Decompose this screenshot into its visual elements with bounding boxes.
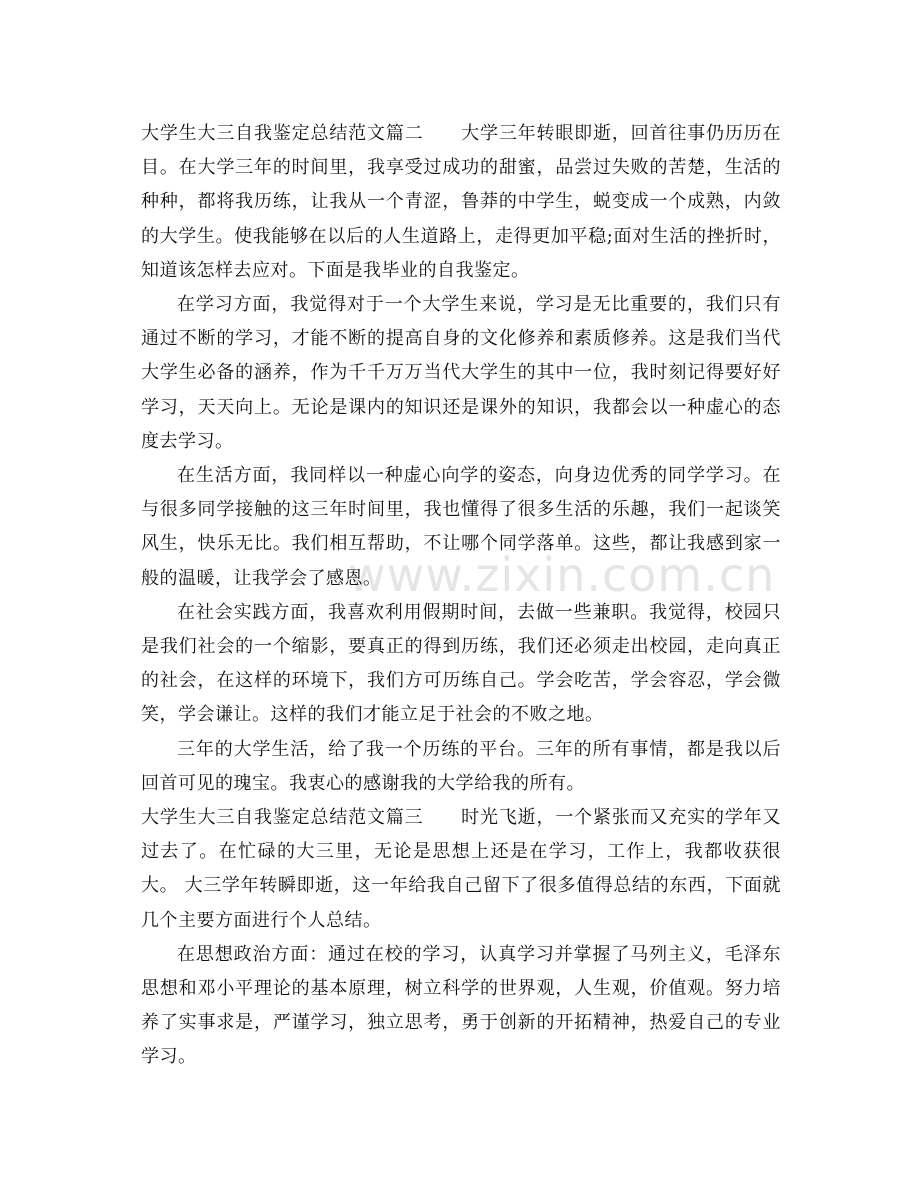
paragraph-ideology: 在思想政治方面：通过在校的学习，认真学习并掌握了马列主义，毛泽东思想和邓小平理论的基本原理，树立科学的世界观，人生观，价值观。努力培养了实事求是，严谨学习，独立思考，勇于创新的开拓精神，热爱自己的专业学习。 — [141, 943, 781, 1068]
paragraph-conclusion: 三年的大学生活，给了我一个历练的平台。三年的所有事情，都是我以后回首可见的瑰宝。我衷心的感谢我的大学给我的所有。 — [141, 738, 781, 794]
paragraph-intro-part3: 大学生大三自我鉴定总结范文篇三 时光飞逝，一个紧张而又充实的学年又过去了。在忙碌的大三里，无论是思想上还是在学习，工作上，我都收获很大。 大三学年转瞬即逝，这一年给我自己留下了很多值得总结的东西，下面就几个主要方面进行个人总结。 — [141, 807, 781, 931]
document-body — [141, 117, 781, 1075]
paragraph-study: 在学习方面，我觉得对于一个大学生来说，学习是无比重要的，我们只有通过不断的学习，才能不断的提高自身的文化修养和素质修养。这是我们当代大学生必备的涵养，作为千千万万当代大学生的其中一位，我时刻记得要好好学习，天天向上。无论是课内的知识还是课外的知识，我都会以一种虚心的态度去学习。 — [141, 294, 781, 452]
paragraph-life: 在生活方面，我同样以一种虚心向学的姿态，向身边优秀的同学学习。在与很多同学接触的这三年时间里，我也懂得了很多生活的乐趣，我们一起谈笑风生，快乐无比。我们相互帮助，不让哪个同学落单。这些，都让我感到家一般的温暖，让我学会了感恩。 — [141, 465, 781, 589]
watermark: www.zixin.com.cn — [348, 548, 776, 602]
paragraph-social-practice: 在社会实践方面，我喜欢利用假期时间，去做一些兼职。我觉得，校园只是我们社会的一个缩影，要真正的得到历练，我们还必须走出校园，走向真正的社会，在这样的环境下，我们方可历练自己。学会吃苦，学会容忍，学会微笑，学会谦让。这样的我们才能立足于社会的不败之地。 — [141, 601, 781, 726]
paragraph-intro-part2: 大学生大三自我鉴定总结范文篇二 大学三年转眼即逝，回首往事仍历历在目。在大学三年的时间里，我享受过成功的甜蜜，品尝过失败的苦楚，生活的种种，都将我历练，让我从一个青涩，鲁莽的中学生，蜕变成一个成熟，内敛的大学生。使我能够在以后的人生道路上，走得更加平稳;面对生活的挫折时，知道该怎样去应对。下面是我毕业的自我鉴定。 — [141, 123, 781, 281]
